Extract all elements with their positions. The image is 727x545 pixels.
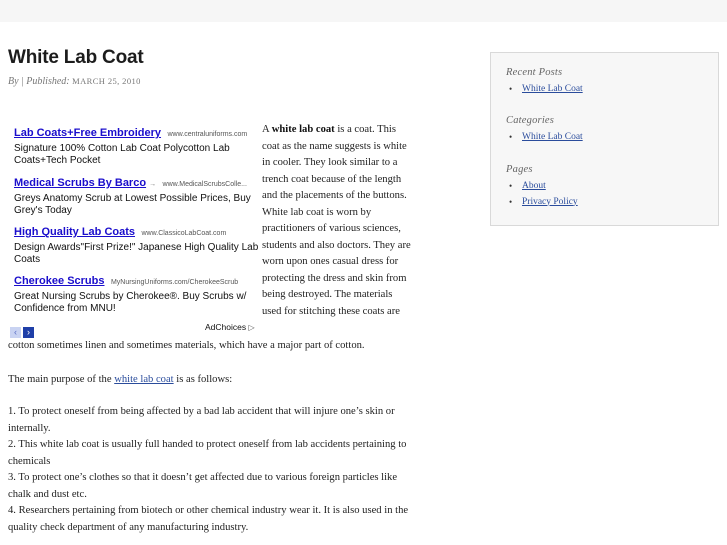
ad-item	[14, 125, 259, 167]
recent-post-link[interactable]: White Lab Coat	[522, 84, 583, 94]
intro-article-word: A	[262, 124, 270, 135]
page-link-about[interactable]: About	[522, 181, 546, 191]
recent-posts-heading: Recent Posts	[506, 67, 563, 78]
post-title: White Lab Coat	[8, 47, 144, 68]
list-item: 1. To protect oneself from being affected by a bad lab accident that will injure one’s skin or internally.	[8, 406, 395, 434]
intro-text: is a coat. This coat as the name suggests is white in cooler. They look similar to a trench coat because of the length and the placements of the buttons. White lab coat is worn by practitioners of various sciences, students and also doctors. They are worn upon ones casual dress for protecting the dress and skin from being destroyed. The materials used for stitching these coats are	[262, 124, 411, 317]
top-bar	[0, 0, 727, 22]
meta-by: By	[8, 76, 19, 87]
post-date: MARCH 25, 2010	[72, 76, 141, 86]
sidebar-categories	[506, 115, 583, 146]
ad-item	[14, 224, 259, 266]
ad-item	[14, 175, 259, 217]
list-item: 3. To protect one’s clothes so that it doesn’t get affected due to various foreign particles like chalk and dust etc.	[8, 472, 398, 500]
list-item	[506, 195, 578, 211]
ad-description: Greys Anatomy Scrub at Lowest Possible Prices, Buy Grey's Today	[14, 193, 251, 216]
ad-title-link[interactable]: High Quality Lab Coats	[14, 226, 136, 238]
article-intro	[262, 122, 414, 320]
ad-prev-icon[interactable]: ‹	[10, 327, 21, 338]
ad-description: Design Awards"First Prize!" Japanese High Quality Lab Coats	[14, 242, 259, 265]
adchoices-icon: ▷	[248, 323, 255, 332]
article-purpose-line	[8, 372, 428, 389]
ad-url[interactable]: www.ClassicoLabCoat.com	[141, 230, 227, 237]
ad-title-link[interactable]: Cherokee Scrubs	[14, 275, 105, 287]
ad-description: Great Nursing Scrubs by Cherokee®. Buy Scrubs w/ Confidence from MNU!	[14, 291, 247, 314]
meta-separator: |	[18, 76, 27, 87]
purpose-list	[8, 404, 420, 536]
ad-next-icon[interactable]: ›	[23, 327, 34, 338]
ad-url[interactable]: www.centraluniforms.com	[167, 131, 248, 138]
ad-item	[14, 273, 259, 315]
adchoices-link[interactable]	[205, 322, 255, 332]
article-intro-continued: cotton sometimes linen and sometimes materials, which have a major part of cotton.	[8, 340, 365, 351]
adchoices-label: AdChoices	[205, 322, 247, 332]
list-item	[506, 130, 583, 146]
sidebar	[490, 52, 719, 226]
intro-keyword: white lab coat	[271, 124, 335, 135]
ad-redirect-arrow-icon: →	[149, 181, 157, 188]
list-item: 2. This white lab coat is usually full handed to protect oneself from lab accidents pertaining to chemicals	[8, 439, 407, 467]
sidebar-pages	[506, 164, 578, 210]
ad-url[interactable]: www.MedicalScrubsColle...	[162, 181, 247, 188]
ad-block	[8, 122, 259, 337]
post-meta	[8, 76, 141, 87]
purpose-prefix: The main purpose of the	[8, 374, 115, 385]
sidebar-recent-posts	[506, 67, 583, 98]
ad-title-link[interactable]: Lab Coats+Free Embroidery	[14, 127, 162, 139]
list-item	[506, 82, 583, 98]
ad-description: Signature 100% Cotton Lab Coat Polycotton Lab Coats+Tech Pocket	[14, 143, 230, 166]
list-item	[506, 179, 578, 195]
categories-heading: Categories	[506, 115, 555, 126]
ad-url[interactable]: MyNursingUniforms.com/CherokeeScrub	[110, 279, 239, 286]
white-lab-coat-link[interactable]: white lab coat	[114, 374, 174, 385]
meta-published-label: Published:	[26, 76, 70, 87]
purpose-suffix: is as follows:	[173, 374, 233, 385]
category-link[interactable]: White Lab Coat	[522, 132, 583, 142]
ad-title-link[interactable]: Medical Scrubs By Barco	[14, 177, 147, 189]
page-link-privacy-policy[interactable]: Privacy Policy	[522, 196, 578, 207]
pages-heading: Pages	[506, 164, 533, 175]
list-item: 4. Researchers pertaining from biotech or other chemical industry wear it. It is also used in the quality check department of any manufacturing industry.	[8, 505, 409, 533]
